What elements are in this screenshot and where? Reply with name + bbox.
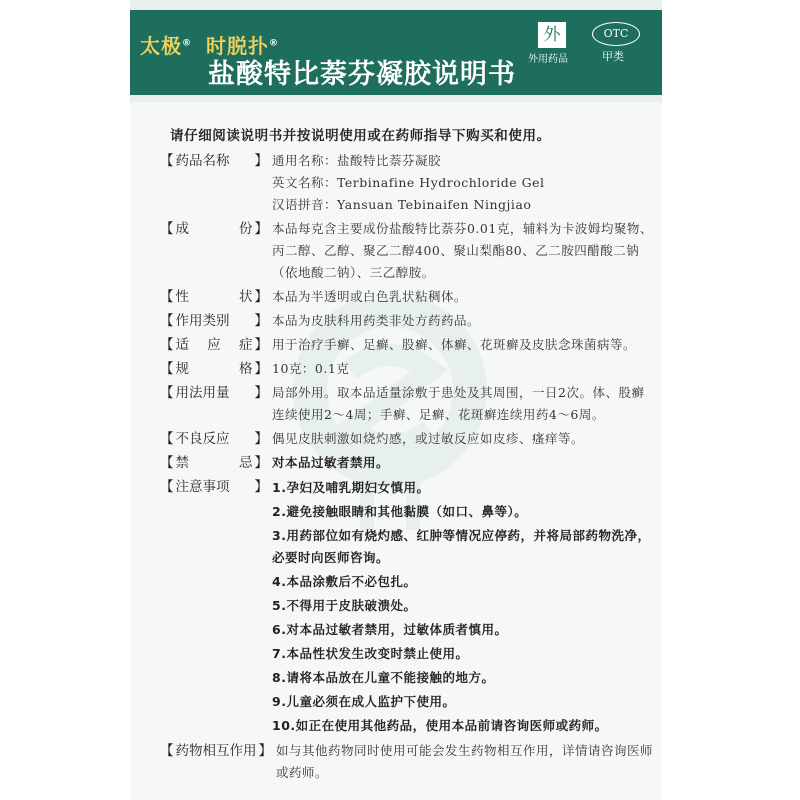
leaflet-sheet bbox=[130, 0, 662, 800]
sub-brand-name: 时脱扑 bbox=[206, 34, 269, 58]
section-content: 本品为半透明或白色乳状粘稠体。 bbox=[272, 289, 468, 304]
page-title: 盐酸特比萘芬凝胶说明书 bbox=[208, 59, 516, 90]
section-label: 【 禁 忌 】 bbox=[160, 455, 268, 471]
external-use-badge: 外 bbox=[538, 22, 566, 48]
section-spec bbox=[160, 358, 655, 380]
list-item: 9.儿童必须在成人监护下使用。 bbox=[272, 694, 456, 709]
list-item: 6.对本品过敏者禁用，过敏体质者慎用。 bbox=[272, 622, 508, 637]
section-indications bbox=[160, 334, 655, 356]
section-category bbox=[160, 310, 655, 332]
precautions-list bbox=[272, 476, 655, 738]
section-adverse bbox=[160, 428, 655, 450]
section-content: 局部外用。取本品适量涂敷于患处及其周围，一日2次。体、股癣连续使用2～4周；手癣、足癣、花斑癣连续用药4～6周。 bbox=[272, 385, 645, 422]
registered-mark-2: ® bbox=[269, 38, 279, 49]
section-drug-name bbox=[160, 150, 655, 216]
section-content: 10克：0.1克 bbox=[272, 361, 350, 376]
list-item: 10.如正在使用其他药品，使用本品前请咨询医师或药师。 bbox=[272, 718, 608, 733]
section-content: 本品为皮肤科用药类非处方药药品。 bbox=[272, 313, 481, 328]
list-item: 5.不得用于皮肤破溃处。 bbox=[272, 598, 417, 613]
section-content bbox=[268, 476, 655, 738]
section-label: 【 药品名称 】 bbox=[160, 153, 268, 169]
section-contraindications bbox=[160, 452, 655, 474]
section-precautions bbox=[160, 476, 655, 738]
section-ingredients bbox=[160, 218, 655, 284]
section-label: 【 性 状 】 bbox=[160, 289, 268, 305]
list-item: 3.用药部位如有烧灼感、红肿等情况应停药，并将局部药物洗净，必要时向医师咨询。 bbox=[272, 528, 651, 565]
section-label: 【 不良反应 】 bbox=[160, 431, 268, 447]
header-bottom-stripe bbox=[130, 95, 662, 102]
section-content: 用于治疗手癣、足癣、股癣、体癣、花斑癣及皮肤念珠菌病等。 bbox=[272, 337, 637, 352]
section-content: 偶见皮肤刺激如烧灼感，或过敏反应如皮疹、瘙痒等。 bbox=[272, 431, 585, 446]
brand-name: 太极 bbox=[140, 34, 182, 58]
english-name: 英文名称：Terbinafine Hydrochloride Gel bbox=[272, 175, 545, 190]
header-banner bbox=[130, 0, 662, 102]
section-content: 本品每克含主要成份盐酸特比萘芬0.01克，辅料为卡波姆均聚物、丙二醇、乙醇、聚乙二醇400、聚山梨酯80、乙二胺四醋酸二钠（依地酸二钠）、三乙醇胺。 bbox=[272, 221, 653, 280]
header-top-stripe bbox=[130, 0, 662, 10]
section-label: 【 用法用量 】 bbox=[160, 385, 268, 401]
section-label: 【 作用类别 】 bbox=[160, 313, 268, 329]
list-item: 4.本品涂敷后不必包扎。 bbox=[272, 574, 417, 589]
pinyin-name: 汉语拼音：Yansuan Tebinaifen Ningjiao bbox=[272, 197, 532, 212]
registered-mark: ® bbox=[182, 38, 192, 49]
usage-notice: 请仔细阅读说明书并按说明使用或在药师指导下购买和使用。 bbox=[170, 128, 551, 144]
sections bbox=[160, 150, 655, 786]
list-item: 1.孕妇及哺乳期妇女慎用。 bbox=[272, 480, 430, 495]
section-dosage bbox=[160, 382, 655, 426]
otc-badge: OTC bbox=[592, 22, 640, 46]
list-item: 2.避免接触眼睛和其他黏膜（如口、鼻等）。 bbox=[272, 504, 528, 519]
list-item: 8.请将本品放在儿童不能接触的地方。 bbox=[272, 670, 495, 685]
section-label: 【 适 应 症 】 bbox=[160, 337, 268, 353]
section-label: 【 药物相互作用 】 bbox=[160, 743, 272, 759]
list-item: 7.本品性状发生改变时禁止使用。 bbox=[272, 646, 469, 661]
external-use-label: 外用药品 bbox=[528, 54, 568, 65]
generic-name: 通用名称：盐酸特比萘芬凝胶 bbox=[272, 153, 442, 168]
section-interactions bbox=[160, 740, 655, 784]
section-label: 【 注意事项 】 bbox=[160, 479, 268, 495]
section-content: 如与其他药物同时使用可能会发生药物相互作用，详情请咨询医师或药师。 bbox=[276, 743, 654, 780]
section-content: 对本品过敏者禁用。 bbox=[272, 455, 390, 470]
section-label: 【 成 份 】 bbox=[160, 221, 268, 237]
section-label: 【 规 格 】 bbox=[160, 361, 268, 377]
section-appearance bbox=[160, 286, 655, 308]
otc-class-label: 甲类 bbox=[602, 50, 624, 63]
section-content bbox=[268, 150, 655, 216]
